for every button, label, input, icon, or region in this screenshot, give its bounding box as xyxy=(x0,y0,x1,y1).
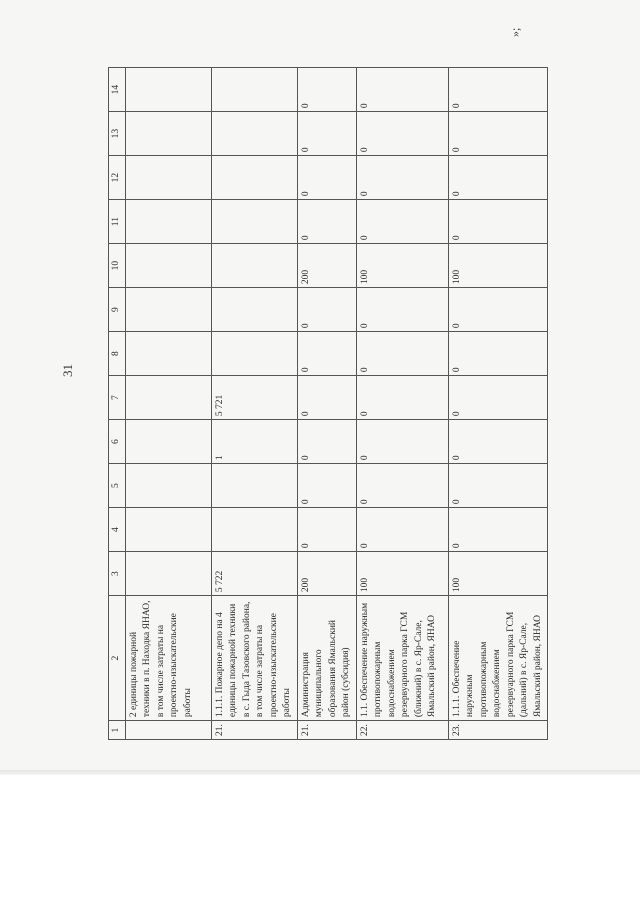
value-cell-col-14 xyxy=(125,68,211,112)
value-cell-col-11 xyxy=(125,200,211,244)
value-cell-col-9: 0 xyxy=(297,288,356,332)
value-cell-col-6: 0 xyxy=(448,420,548,464)
column-header-3: 3 xyxy=(109,552,126,596)
value-cell-col-14 xyxy=(211,68,297,112)
value-cell-col-6: 1 xyxy=(211,420,297,464)
value-cell-col-14: 0 xyxy=(448,68,548,112)
budget-table xyxy=(108,67,548,740)
value-cell-col-9 xyxy=(211,288,297,332)
row-number-cell xyxy=(125,721,211,740)
value-cell-col-3: 200 xyxy=(297,552,356,596)
value-cell-col-13: 0 xyxy=(448,112,548,156)
value-cell-col-3 xyxy=(125,552,211,596)
value-cell-col-5: 0 xyxy=(356,464,448,508)
column-header-11: 11 xyxy=(109,200,126,244)
value-cell-col-8: 0 xyxy=(297,332,356,376)
value-cell-col-5 xyxy=(125,464,211,508)
value-cell-col-6: 0 xyxy=(297,420,356,464)
page-number: 31 xyxy=(60,364,75,377)
row-name-cell: 1.1. Обеспечение наружным противопожарным водоснабжением резервуарного парка ГСМ (ближний) в с. Яр-Сале, Ямальский район, ЯНАО xyxy=(356,596,448,721)
closing-mark: »; xyxy=(508,27,522,37)
value-cell-col-5 xyxy=(211,464,297,508)
value-cell-col-9 xyxy=(125,288,211,332)
table-header-row xyxy=(109,68,126,740)
row-name-cell: 1.1.1. Пожарное депо на 4 единицы пожарной техники в с. Гыда Тазовского района, в том числе затраты на проектно-изыскательские работы xyxy=(211,596,297,721)
value-cell-col-8: 0 xyxy=(448,332,548,376)
row-number-cell: 21. xyxy=(211,721,297,740)
column-header-2: 2 xyxy=(109,596,126,721)
value-cell-col-11: 0 xyxy=(356,200,448,244)
column-header-8: 8 xyxy=(109,332,126,376)
value-cell-col-3: 100 xyxy=(356,552,448,596)
value-cell-col-11: 0 xyxy=(448,200,548,244)
value-cell-col-11: 0 xyxy=(297,200,356,244)
value-cell-col-10 xyxy=(211,244,297,288)
column-header-10: 10 xyxy=(109,244,126,288)
value-cell-col-6 xyxy=(125,420,211,464)
table-row xyxy=(356,68,448,740)
column-header-12: 12 xyxy=(109,156,126,200)
value-cell-col-12: 0 xyxy=(356,156,448,200)
row-name-cell: Администрация муниципального образования Ямальский район (субсидия) xyxy=(297,596,356,721)
value-cell-col-6: 0 xyxy=(356,420,448,464)
table-row xyxy=(125,68,211,740)
column-header-1: 1 xyxy=(109,721,126,740)
value-cell-col-10: 100 xyxy=(356,244,448,288)
table-row xyxy=(448,68,548,740)
value-cell-col-13: 0 xyxy=(356,112,448,156)
value-cell-col-7: 5 721 xyxy=(211,376,297,420)
value-cell-col-4 xyxy=(211,508,297,552)
column-header-14: 14 xyxy=(109,68,126,112)
column-header-13: 13 xyxy=(109,112,126,156)
row-number-cell: 22. xyxy=(356,721,448,740)
value-cell-col-14: 0 xyxy=(356,68,448,112)
value-cell-col-4: 0 xyxy=(448,508,548,552)
value-cell-col-12: 0 xyxy=(297,156,356,200)
value-cell-col-3: 5 722 xyxy=(211,552,297,596)
value-cell-col-7: 0 xyxy=(356,376,448,420)
value-cell-col-8 xyxy=(125,332,211,376)
table-body xyxy=(125,68,548,740)
value-cell-col-13 xyxy=(211,112,297,156)
value-cell-col-3: 100 xyxy=(448,552,548,596)
column-header-4: 4 xyxy=(109,508,126,552)
value-cell-col-11 xyxy=(211,200,297,244)
row-name-cell: 1.1.1. Обеспечение наружным противопожарным водоснабжением резервуарного парка ГСМ (дальний) в с. Яр-Сале, Ямальский район, ЯНАО xyxy=(448,596,548,721)
value-cell-col-7: 0 xyxy=(448,376,548,420)
column-header-7: 7 xyxy=(109,376,126,420)
value-cell-col-4 xyxy=(125,508,211,552)
table-row xyxy=(297,68,356,740)
value-cell-col-7 xyxy=(125,376,211,420)
value-cell-col-13: 0 xyxy=(297,112,356,156)
value-cell-col-12 xyxy=(211,156,297,200)
value-cell-col-7: 0 xyxy=(297,376,356,420)
value-cell-col-9: 0 xyxy=(356,288,448,332)
column-header-9: 9 xyxy=(109,288,126,332)
column-header-6: 6 xyxy=(109,420,126,464)
table-row xyxy=(211,68,297,740)
row-name-cell: 2 единицы пожарной техники в п. Находка ЯНАО, в том числе затраты на проектно-изыскательские работы xyxy=(125,596,211,721)
column-header-5: 5 xyxy=(109,464,126,508)
value-cell-col-14: 0 xyxy=(297,68,356,112)
row-number-cell: 21. xyxy=(297,721,356,740)
value-cell-col-9: 0 xyxy=(448,288,548,332)
value-cell-col-8: 0 xyxy=(356,332,448,376)
value-cell-col-5: 0 xyxy=(297,464,356,508)
value-cell-col-4: 0 xyxy=(297,508,356,552)
value-cell-col-10 xyxy=(125,244,211,288)
value-cell-col-5: 0 xyxy=(448,464,548,508)
value-cell-col-12 xyxy=(125,156,211,200)
value-cell-col-10: 200 xyxy=(297,244,356,288)
value-cell-col-12: 0 xyxy=(448,156,548,200)
row-number-cell: 23. xyxy=(448,721,548,740)
value-cell-col-8 xyxy=(211,332,297,376)
value-cell-col-4: 0 xyxy=(356,508,448,552)
value-cell-col-13 xyxy=(125,112,211,156)
value-cell-col-10: 100 xyxy=(448,244,548,288)
